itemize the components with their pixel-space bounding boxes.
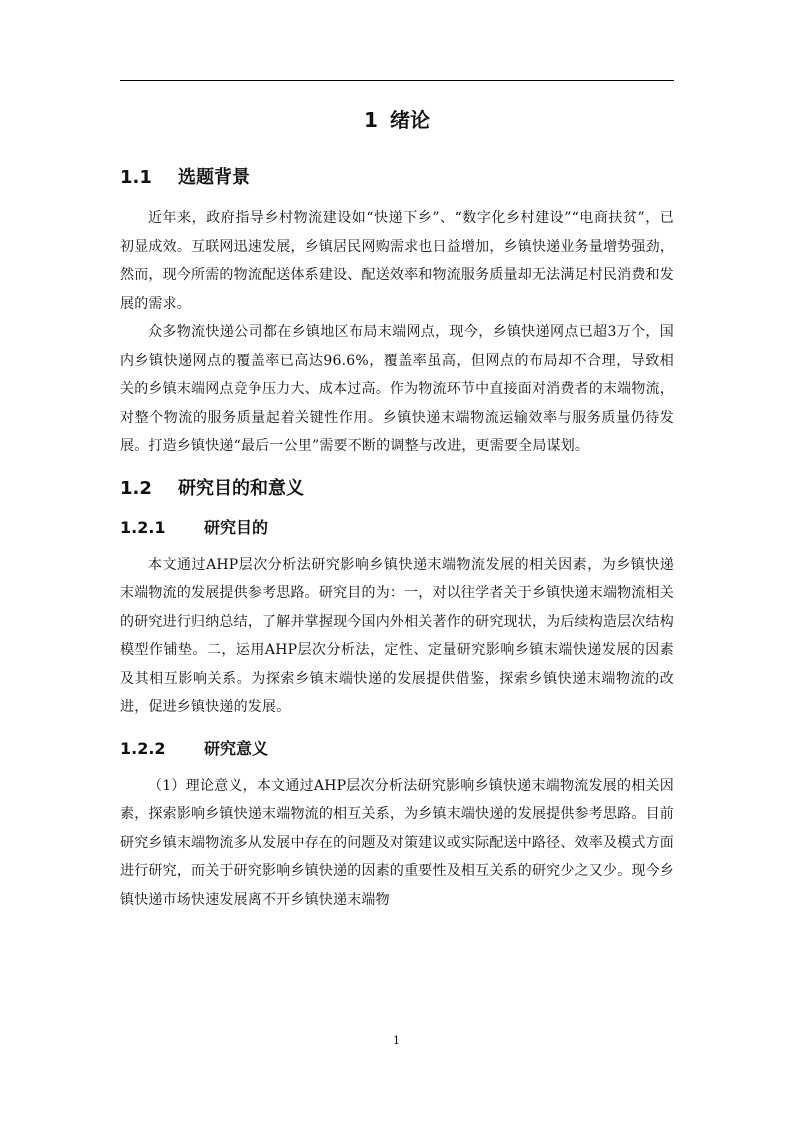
page-content (120, 100, 674, 914)
paragraph: 近年来，政府指导乡村物流建设如“快递下乡”、“数字化乡村建设”“电商扶贫”，已初显成效。互联网迅速发展，乡镇居民网购需求也日益增加，乡镇快递业务量增势强劲，然而，现今所需的物流配送体系建设、配送效率和物流服务质量却无法满足村民消费和发展的需求。 (120, 210, 674, 312)
section-number: 1.1 (120, 167, 152, 188)
subsection-title: 研究意义 (204, 738, 269, 758)
chapter-title-text: 绪论 (389, 108, 430, 132)
subsection-heading-1-2-2 (120, 736, 674, 762)
chapter-number: 1 (364, 108, 378, 132)
subsection-heading-1-2-1 (120, 515, 674, 541)
page-number: 1 (393, 1034, 400, 1047)
section-heading-1-1 (120, 164, 674, 192)
section-title: 研究目的和意义 (178, 477, 304, 499)
section-heading-1-2 (120, 475, 674, 503)
chapter-title (120, 104, 674, 136)
subsection-title: 研究目的 (204, 517, 269, 537)
header-rule (120, 80, 674, 81)
paragraph: 众多物流快递公司都在乡镇地区布局末端网点，现今，乡镇快递网点已超3万个，国内乡镇快递网点的覆盖率已高达96.6%，覆盖率虽高，但网点的布局却不合理，导致相关的乡镇末端网点竞争压力大、成本过高。作为物流环节中直接面对消费者的末端物流，对整个物流的服务质量起着关键性作用。乡镇快递末端物流运输效率与服务质量仍待发展。打造乡镇快递“最后一公里”需要不断的调整与改进，更需要全局谋划。 (120, 324, 674, 454)
paragraph: （1）理论意义，本文通过AHP层次分析法研究影响乡镇快递末端物流发展的相关因素，探索影响乡镇快递末端物流的相互关系，为乡镇末端快递的发展提供参考思路。目前研究乡镇末端物流多从发展中存在的问题及对策建议或实际配送中路径、效率及模式方面进行研究，而关于研究影响乡镇快递的因素的重要性及相互关系的研究少之又少。现今乡镇快递市场快速发展离不开乡镇快递末端物 (120, 777, 674, 908)
section-title: 选题背景 (178, 167, 250, 188)
subsection-number: 1.2.1 (120, 517, 166, 537)
paragraph: 本文通过AHP层次分析法研究影响乡镇快递末端物流发展的相关因素，为乡镇快递末端物流的发展提供参考思路。研究目的为：一，对以往学者关于乡镇快递末端物流相关的研究进行归纳总结，了解并掌握现今国内外相关著作的研究现状，为后续构造层次结构模型作铺垫。二，运用AHP层次分析法，定性、定量研究影响乡镇末端快递发展的因素及其相互影响关系。为探索乡镇末端快递的发展提供借鉴，探索乡镇快递末端物流的改进，促进乡镇快递的发展。 (120, 556, 674, 715)
subsection-number: 1.2.2 (120, 738, 166, 758)
section-number: 1.2 (120, 477, 152, 499)
